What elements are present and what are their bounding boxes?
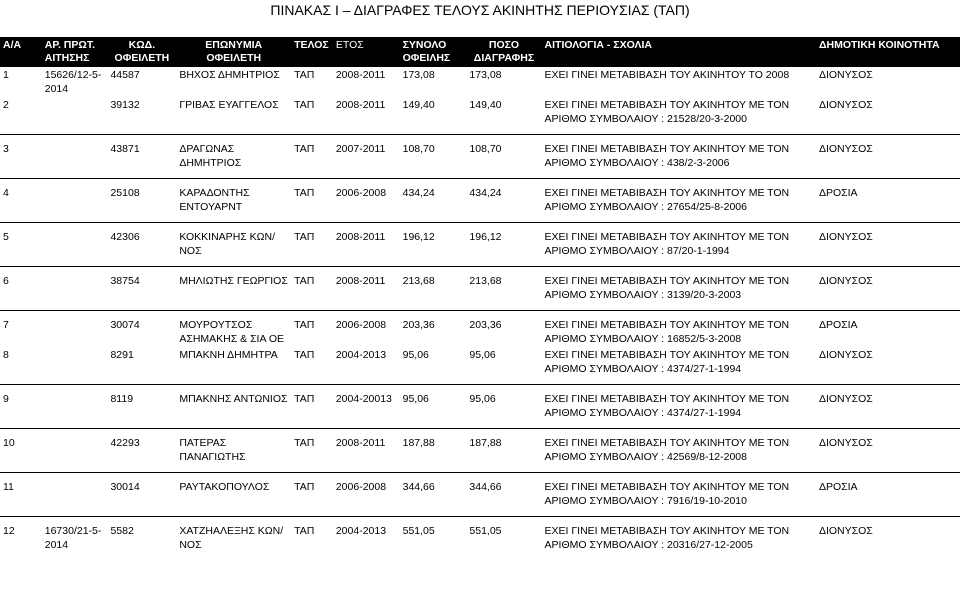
cell-amount: 196,12	[466, 223, 541, 267]
cell-code: 42306	[107, 223, 176, 267]
cell-community: ΔΙΟΝΥΣΟΣ	[816, 385, 960, 429]
cell-protocol: 15626/12-5-2014	[44, 69, 102, 95]
cell-community: ΔΙΟΝΥΣΟΣ	[818, 99, 873, 111]
cell-amount: 213,68	[466, 267, 541, 311]
header-aa: Α/Α	[0, 37, 42, 67]
cell-year: 2004-2013	[335, 349, 387, 361]
cell-protocol	[42, 223, 108, 267]
cell-amount: 108,70	[466, 135, 541, 179]
cell-fee: ΤΑΠ	[291, 517, 333, 554]
cell-total: 173,08	[402, 69, 435, 81]
table-row	[0, 429, 960, 473]
cell-amount: 551,05	[466, 517, 541, 554]
cell-year: 2008-2011	[335, 69, 386, 81]
table-row	[0, 517, 960, 554]
cell-fee: ΤΑΠ	[291, 311, 333, 348]
cell-community: ΔΙΟΝΥΣΟΣ	[816, 223, 960, 267]
cell-reason: ΕΧΕΙ ΓΙΝΕΙ ΜΕΤΑΒΙΒΑΣΗ ΤΟΥ ΑΚΙΝΗΤΟΥ ΜΕ ΤΟΝ ΑΡΙΘΜΟ ΣΥΜΒΟΛΑΙΟΥ : 4374/27-1-1994	[544, 349, 790, 375]
cell-name: ΜΗΛΙΩΤΗΣ ΓΕΩΡΓΙΟΣ	[176, 267, 291, 311]
cell-name: ΜΠΑΚΝΗΣ ΑΝΤΩΝΙΟΣ	[176, 385, 291, 429]
cell-year: 2008-2011	[333, 429, 400, 473]
cell-aa: 9	[0, 385, 42, 429]
cell-year: 2004-20013	[333, 385, 400, 429]
cell-aa: 1	[3, 69, 9, 81]
cell-community: ΔΡΟΣΙΑ	[816, 179, 960, 223]
cell-fee: ΤΑΠ	[291, 473, 333, 517]
cell-name: ΒΗΧΟΣ ΔΗΜΗΤΡΙΟΣ	[179, 69, 280, 81]
cell-community: ΔΙΟΝΥΣΟΣ	[816, 267, 960, 311]
cell-code: 44587	[110, 69, 140, 81]
cell-code: 43871	[107, 135, 176, 179]
cell-protocol	[42, 179, 108, 223]
cell-reason: ΕΧΕΙ ΓΙΝΕΙ ΜΕΤΑΒΙΒΑΣΗ ΤΟΥ ΑΚΙΝΗΤΟΥ ΜΕ ΤΟΝ ΑΡΙΘΜΟ ΣΥΜΒΟΛΑΙΟΥ : 16852/5-3-2008	[542, 311, 816, 348]
cell-community: ΔΡΟΣΙΑ	[816, 473, 960, 517]
table-row	[0, 97, 960, 135]
cell-code: 8291	[110, 349, 134, 361]
header-community: ΔΗΜΟΤΙΚΗ ΚΟΙΝΟΤΗΤΑ	[816, 37, 960, 67]
cell-aa: 6	[0, 267, 42, 311]
cell-protocol	[42, 385, 108, 429]
cell-year: 2006-2008	[333, 473, 400, 517]
header-name: ΕΠΩΝΥΜΙΑ ΟΦΕΙΛΕΤΗ	[176, 37, 291, 67]
cell-fee: ΤΑΠ	[291, 267, 333, 311]
cell-community: ΔΙΟΝΥΣΟΣ	[818, 69, 873, 81]
cell-amount: 95,06	[466, 385, 541, 429]
cell-fee: ΤΑΠ	[291, 385, 333, 429]
cell-protocol	[42, 311, 108, 348]
table-row	[0, 135, 960, 179]
header-protocol: ΑΡ. ΠΡΩΤ. ΑΙΤΗΣΗΣ	[42, 37, 108, 67]
cell-reason: ΕΧΕΙ ΓΙΝΕΙ ΜΕΤΑΒΙΒΑΣΗ ΤΟΥ ΑΚΙΝΗΤΟΥ ΜΕ ΤΟΝ ΑΡΙΘΜΟ ΣΥΜΒΟΛΑΙΟΥ : 42569/8-12-2008	[542, 429, 816, 473]
cell-year: 2006-2008	[333, 179, 400, 223]
cell-aa: 5	[0, 223, 42, 267]
cell-total: 95,06	[400, 385, 467, 429]
write-offs-table	[0, 37, 960, 553]
cell-code: 8119	[107, 385, 176, 429]
cell-amount: 95,06	[469, 349, 496, 361]
cell-protocol	[42, 267, 108, 311]
cell-code: 30074	[107, 311, 176, 348]
cell-protocol	[42, 97, 108, 135]
cell-code: 42293	[107, 429, 176, 473]
table-row	[0, 267, 960, 311]
cell-name: ΚΟΚΚΙΝΑΡΗΣ ΚΩΝ/ΝΟΣ	[176, 223, 291, 267]
table-row	[0, 223, 960, 267]
cell-reason: ΕΧΕΙ ΓΙΝΕΙ ΜΕΤΑΒΙΒΑΣΗ ΤΟΥ ΑΚΙΝΗΤΟΥ ΜΕ ΤΟΝ ΑΡΙΘΜΟ ΣΥΜΒΟΛΑΙΟΥ : 3139/20-3-2003	[542, 267, 816, 311]
table-row	[0, 473, 960, 517]
cell-name: ΓΡΙΒΑΣ ΕΥΑΓΓΕΛΟΣ	[179, 99, 279, 111]
cell-aa: 10	[0, 429, 42, 473]
cell-protocol	[42, 429, 108, 473]
cell-aa: 2	[3, 99, 9, 111]
cell-total: 344,66	[400, 473, 467, 517]
cell-aa: 12	[0, 517, 42, 554]
cell-name: ΜΠΑΚΝΗ ΔΗΜΗΤΡΑ	[179, 349, 278, 361]
cell-code: 38754	[107, 267, 176, 311]
cell-total: 434,24	[400, 179, 467, 223]
cell-aa: 4	[0, 179, 42, 223]
cell-year: 2006-2008	[333, 311, 400, 348]
cell-total: 196,12	[400, 223, 467, 267]
cell-community: ΔΙΟΝΥΣΟΣ	[816, 429, 960, 473]
header-row	[0, 37, 960, 67]
cell-name: ΡΑΥΤΑΚΟΠΟΥΛΟΣ	[176, 473, 291, 517]
cell-aa: 11	[0, 473, 42, 517]
cell-fee: ΤΑΠ	[291, 135, 333, 179]
cell-reason: ΕΧΕΙ ΓΙΝΕΙ ΜΕΤΑΒΙΒΑΣΗ ΤΟΥ ΑΚΙΝΗΤΟΥ ΜΕ ΤΟΝ ΑΡΙΘΜΟ ΣΥΜΒΟΛΑΙΟΥ : 87/20-1-1994	[542, 223, 816, 267]
cell-total: 213,68	[400, 267, 467, 311]
cell-name: ΔΡΑΓΩΝΑΣ ΔΗΜΗΤΡΙΟΣ	[176, 135, 291, 179]
cell-year: 2008-2011	[333, 223, 400, 267]
table-row	[0, 347, 960, 385]
cell-amount: 149,40	[469, 99, 502, 111]
cell-name: ΠΑΤΕΡΑΣ ΠΑΝΑΓΙΩΤΗΣ	[176, 429, 291, 473]
cell-total: 203,36	[400, 311, 467, 348]
cell-aa: 3	[0, 135, 42, 179]
cell-reason: ΕΧΕΙ ΓΙΝΕΙ ΜΕΤΑΒΙΒΑΣΗ ΤΟΥ ΑΚΙΝΗΤΟΥ ΜΕ ΤΟΝ ΑΡΙΘΜΟ ΣΥΜΒΟΛΑΙΟΥ : 438/2-3-2006	[542, 135, 816, 179]
cell-amount: 187,88	[466, 429, 541, 473]
cell-reason: ΕΧΕΙ ΓΙΝΕΙ ΜΕΤΑΒΙΒΑΣΗ ΤΟΥ ΑΚΙΝΗΤΟΥ ΜΕ ΤΟΝ ΑΡΙΘΜΟ ΣΥΜΒΟΛΑΙΟΥ : 4374/27-1-1994	[542, 385, 816, 429]
cell-fee: ΤΑΠ	[291, 223, 333, 267]
cell-aa: 8	[3, 349, 9, 361]
cell-name: ΧΑΤΖΗΑΛΕΞΗΣ ΚΩΝ/ΝΟΣ	[176, 517, 291, 554]
cell-fee: ΤΑΠ	[294, 99, 315, 111]
header-total: ΣΥΝΟΛΟ ΟΦΕΙΛΗΣ	[400, 37, 467, 67]
cell-year: 2008-2011	[333, 267, 400, 311]
table-row	[0, 67, 960, 97]
cell-community: ΔΙΟΝΥΣΟΣ	[818, 349, 873, 361]
header-code: ΚΩΔ. ΟΦΕΙΛΕΤΗ	[107, 37, 176, 67]
cell-total: 95,06	[402, 349, 429, 361]
cell-year: 2008-2011	[335, 99, 386, 111]
cell-community: ΔΙΟΝΥΣΟΣ	[816, 517, 960, 554]
page-title: ΠΙΝΑΚΑΣ Ι – ΔΙΑΓΡΑΦΕΣ ΤΕΛΟΥΣ ΑΚΙΝΗΤΗΣ ΠΕΡΙΟΥΣΙΑΣ (ΤΑΠ)	[270, 2, 690, 18]
cell-amount: 203,36	[466, 311, 541, 348]
header-year: ΕΤΟΣ	[333, 37, 400, 67]
cell-community: ΔΡΟΣΙΑ	[816, 311, 960, 348]
cell-fee: ΤΑΠ	[294, 69, 315, 81]
cell-protocol: 16730/21-5-2014	[42, 517, 108, 554]
cell-reason: ΕΧΕΙ ΓΙΝΕΙ ΜΕΤΑΒΙΒΑΣΗ ΤΟΥ ΑΚΙΝΗΤΟΥ ΜΕ ΤΟΝ ΑΡΙΘΜΟ ΣΥΜΒΟΛΑΙΟΥ : 27654/25-8-2006	[542, 179, 816, 223]
header-amount: ΠΟΣΟ ΔΙΑΓΡΑΦΗΣ	[466, 37, 541, 67]
cell-fee: ΤΑΠ	[294, 349, 315, 361]
cell-amount: 344,66	[466, 473, 541, 517]
header-fee: ΤΕΛΟΣ	[291, 37, 333, 67]
table-row	[0, 385, 960, 429]
cell-reason: ΕΧΕΙ ΓΙΝΕΙ ΜΕΤΑΒΙΒΑΣΗ ΤΟΥ ΑΚΙΝΗΤΟΥ ΜΕ ΤΟΝ ΑΡΙΘΜΟ ΣΥΜΒΟΛΑΙΟΥ : 20316/27-12-2005	[542, 517, 816, 554]
cell-code: 39132	[110, 99, 140, 111]
cell-aa: 7	[0, 311, 42, 348]
cell-reason: ΕΧΕΙ ΓΙΝΕΙ ΜΕΤΑΒΙΒΑΣΗ ΤΟΥ ΑΚΙΝΗΤΟΥ ΜΕ ΤΟΝ ΑΡΙΘΜΟ ΣΥΜΒΟΛΑΙΟΥ : 7916/19-10-2010	[542, 473, 816, 517]
cell-amount: 173,08	[469, 69, 502, 81]
cell-total: 108,70	[400, 135, 467, 179]
table-row	[0, 311, 960, 348]
cell-total: 149,40	[402, 99, 435, 111]
cell-code: 25108	[107, 179, 176, 223]
cell-code: 5582	[107, 517, 176, 554]
cell-total: 187,88	[400, 429, 467, 473]
header-reason: ΑΙΤΙΟΛΟΓΙΑ - ΣΧΟΛΙΑ	[542, 37, 816, 67]
cell-total: 551,05	[400, 517, 467, 554]
cell-reason: ΕΧΕΙ ΓΙΝΕΙ ΜΕΤΑΒΙΒΑΣΗ ΤΟΥ ΑΚΙΝΗΤΟΥ ΜΕ ΤΟΝ ΑΡΙΘΜΟ ΣΥΜΒΟΛΑΙΟΥ : 21528/20-3-2000	[544, 99, 790, 125]
cell-community: ΔΙΟΝΥΣΟΣ	[816, 135, 960, 179]
cell-reason: ΕΧΕΙ ΓΙΝΕΙ ΜΕΤΑΒΙΒΑΣΗ ΤΟΥ ΑΚΙΝΗΤΟΥ ΤΟ 2008	[544, 69, 790, 81]
cell-amount: 434,24	[466, 179, 541, 223]
table-row	[0, 179, 960, 223]
cell-year: 2004-2013	[333, 517, 400, 554]
cell-fee: ΤΑΠ	[291, 429, 333, 473]
cell-name: ΜΟΥΡΟΥΤΣΟΣ ΑΣΗΜΑΚΗΣ & ΣΙΑ ΟΕ	[176, 311, 291, 348]
cell-protocol	[42, 135, 108, 179]
cell-fee: ΤΑΠ	[291, 179, 333, 223]
cell-name: ΚΑΡΑΔΟΝΤΗΣ ΕΝΤΟΥΑΡΝΤ	[176, 179, 291, 223]
cell-code: 30014	[107, 473, 176, 517]
cell-protocol	[42, 347, 108, 385]
cell-protocol	[42, 473, 108, 517]
cell-year: 2007-2011	[333, 135, 400, 179]
